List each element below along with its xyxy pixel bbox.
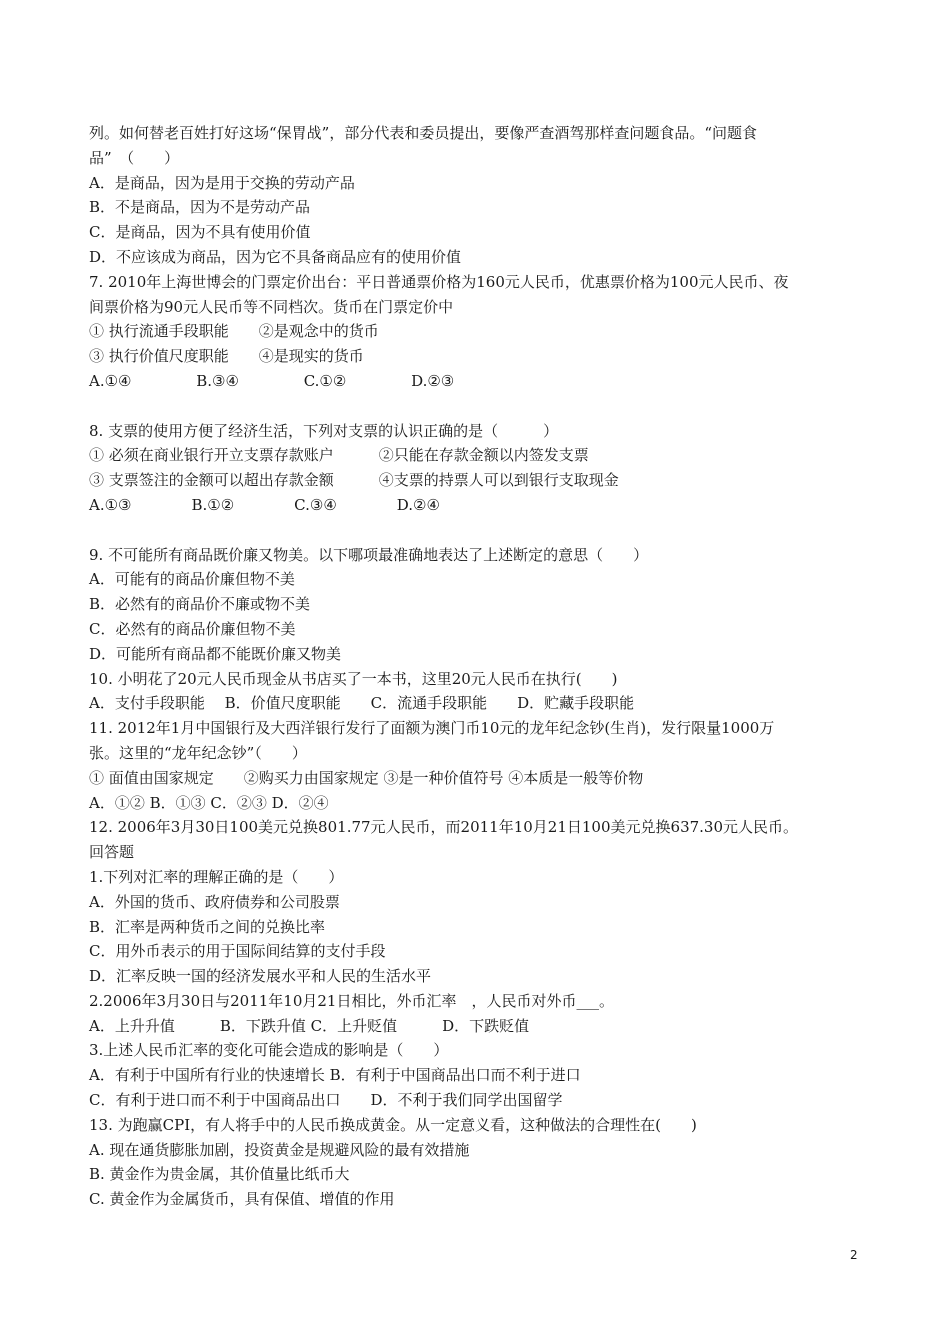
text-line: 11. 2012年1月中国银行及大西洋银行发行了面额为澳门币10元的龙年纪念钞(生肖)，发行限量1000万 bbox=[89, 719, 775, 738]
text-line: C．是商品，因为不具有使用价值 bbox=[89, 223, 311, 242]
text-line: A．①② B．①③ C．②③ D．②④ bbox=[89, 793, 329, 812]
text-line: 7. 2010年上海世博会的门票定价出台：平日普通票价格为160元人民币，优惠票价格为100元人民币、夜 bbox=[89, 272, 789, 291]
text-line: 13. 为跑赢CPI，有人将手中的人民币换成黄金。从一定意义看，这种做法的合理性在( ) bbox=[89, 1115, 697, 1134]
text-line: ③ 支票签注的金额可以超出存款金额 ④支票的持票人可以到银行支取现金 bbox=[89, 471, 619, 490]
text-line: 列。如何替老百姓打好这场“保胃战”，部分代表和委员提出，要像严查酒驾那样查问题食品。“问题食 bbox=[89, 124, 758, 142]
text-line: 品” （ ） bbox=[89, 148, 180, 167]
text-line: 8. 支票的使用方便了经济生活，下列对支票的认识正确的是（ ） bbox=[89, 421, 559, 440]
text-line: 3.上述人民币汇率的变化可能会造成的影响是（ ） bbox=[89, 1041, 449, 1060]
text-line: 1.下列对汇率的理解正确的是（ ） bbox=[89, 867, 344, 886]
text-line: B．必然有的商品价不廉或物不美 bbox=[89, 595, 311, 614]
question-text bbox=[89, 121, 869, 1212]
text-line: A.①④ B.③④ C.①② D.②③ bbox=[89, 371, 455, 390]
blank-line bbox=[89, 394, 869, 419]
text-line: A．外国的货币、政府债券和公司股票 bbox=[89, 892, 340, 911]
text-line: ① 面值由国家规定 ②购买力由国家规定 ③是一种价值符号 ④本质是一般等价物 bbox=[89, 768, 644, 787]
text-line: C．有利于进口而不利于中国商品出口 D．不利于我们同学出国留学 bbox=[89, 1091, 563, 1110]
page-number: 2 bbox=[850, 1248, 858, 1262]
text-line: 10. 小明花了20元人民币现金从书店买了一本书，这里20元人民币在执行( ) bbox=[89, 669, 618, 688]
text-line: A．可能有的商品价廉但物不美 bbox=[89, 570, 295, 589]
blank-line bbox=[89, 518, 869, 543]
text-line: C．用外币表示的用于国际间结算的支付手段 bbox=[89, 942, 386, 961]
text-line: B．不是商品，因为不是劳动产品 bbox=[89, 198, 311, 217]
text-line: A．是商品，因为是用于交换的劳动产品 bbox=[89, 173, 355, 192]
text-line: A.①③ B.①② C.③④ D.②④ bbox=[89, 495, 440, 514]
text-line: D．可能所有商品都不能既价廉又物美 bbox=[89, 644, 342, 663]
text-line: C. 黄金作为金属货币，具有保值、增值的作用 bbox=[89, 1190, 395, 1209]
text-line: 间票价格为90元人民币等不同档次。货币在门票定价中 bbox=[89, 297, 454, 316]
text-line: 9. 不可能所有商品既价廉又物美。以下哪项最准确地表达了上述断定的意思（ ） bbox=[89, 545, 649, 564]
text-line: 回答题 bbox=[89, 843, 135, 862]
text-line: 12. 2006年3月30日100美元兑换801.77元人民币，而2011年10月21日100美元兑换637.30元人民币。 bbox=[89, 818, 799, 837]
text-line: ① 必须在商业银行开立支票存款账户 ②只能在存款金额以内签发支票 bbox=[89, 446, 589, 465]
text-line: ① 执行流通手段职能 ②是观念中的货币 bbox=[89, 322, 379, 341]
text-line: B. 黄金作为贵金属，其价值量比纸币大 bbox=[89, 1165, 350, 1184]
text-line: D．汇率反映一国的经济发展水平和人民的生活水平 bbox=[89, 967, 432, 986]
text-line: C．必然有的商品价廉但物不美 bbox=[89, 619, 296, 638]
text-line: A．支付手段职能 B．价值尺度职能 C．流通手段职能 D．贮藏手段职能 bbox=[89, 694, 635, 713]
text-line: D．不应该成为商品，因为它不具备商品应有的使用价值 bbox=[89, 247, 462, 266]
text-line: A．上升升值 B．下跌升值 C．上升贬值 D．下跌贬值 bbox=[89, 1016, 530, 1035]
text-line: 2.2006年3月30日与2011年10月21日相比，外币汇率 ，人民币对外币___。 bbox=[89, 991, 614, 1010]
text-line: A．有利于中国所有行业的快速增长 B．有利于中国商品出口而不利于进口 bbox=[89, 1066, 581, 1085]
text-line: ③ 执行价值尺度职能 ④是现实的货币 bbox=[89, 347, 364, 366]
text-line: A. 现在通货膨胀加剧，投资黄金是规避风险的最有效措施 bbox=[89, 1140, 470, 1159]
text-line: B．汇率是两种货币之间的兑换比率 bbox=[89, 917, 326, 936]
text-line: 张。这里的“龙年纪念钞”（ ） bbox=[89, 743, 307, 762]
